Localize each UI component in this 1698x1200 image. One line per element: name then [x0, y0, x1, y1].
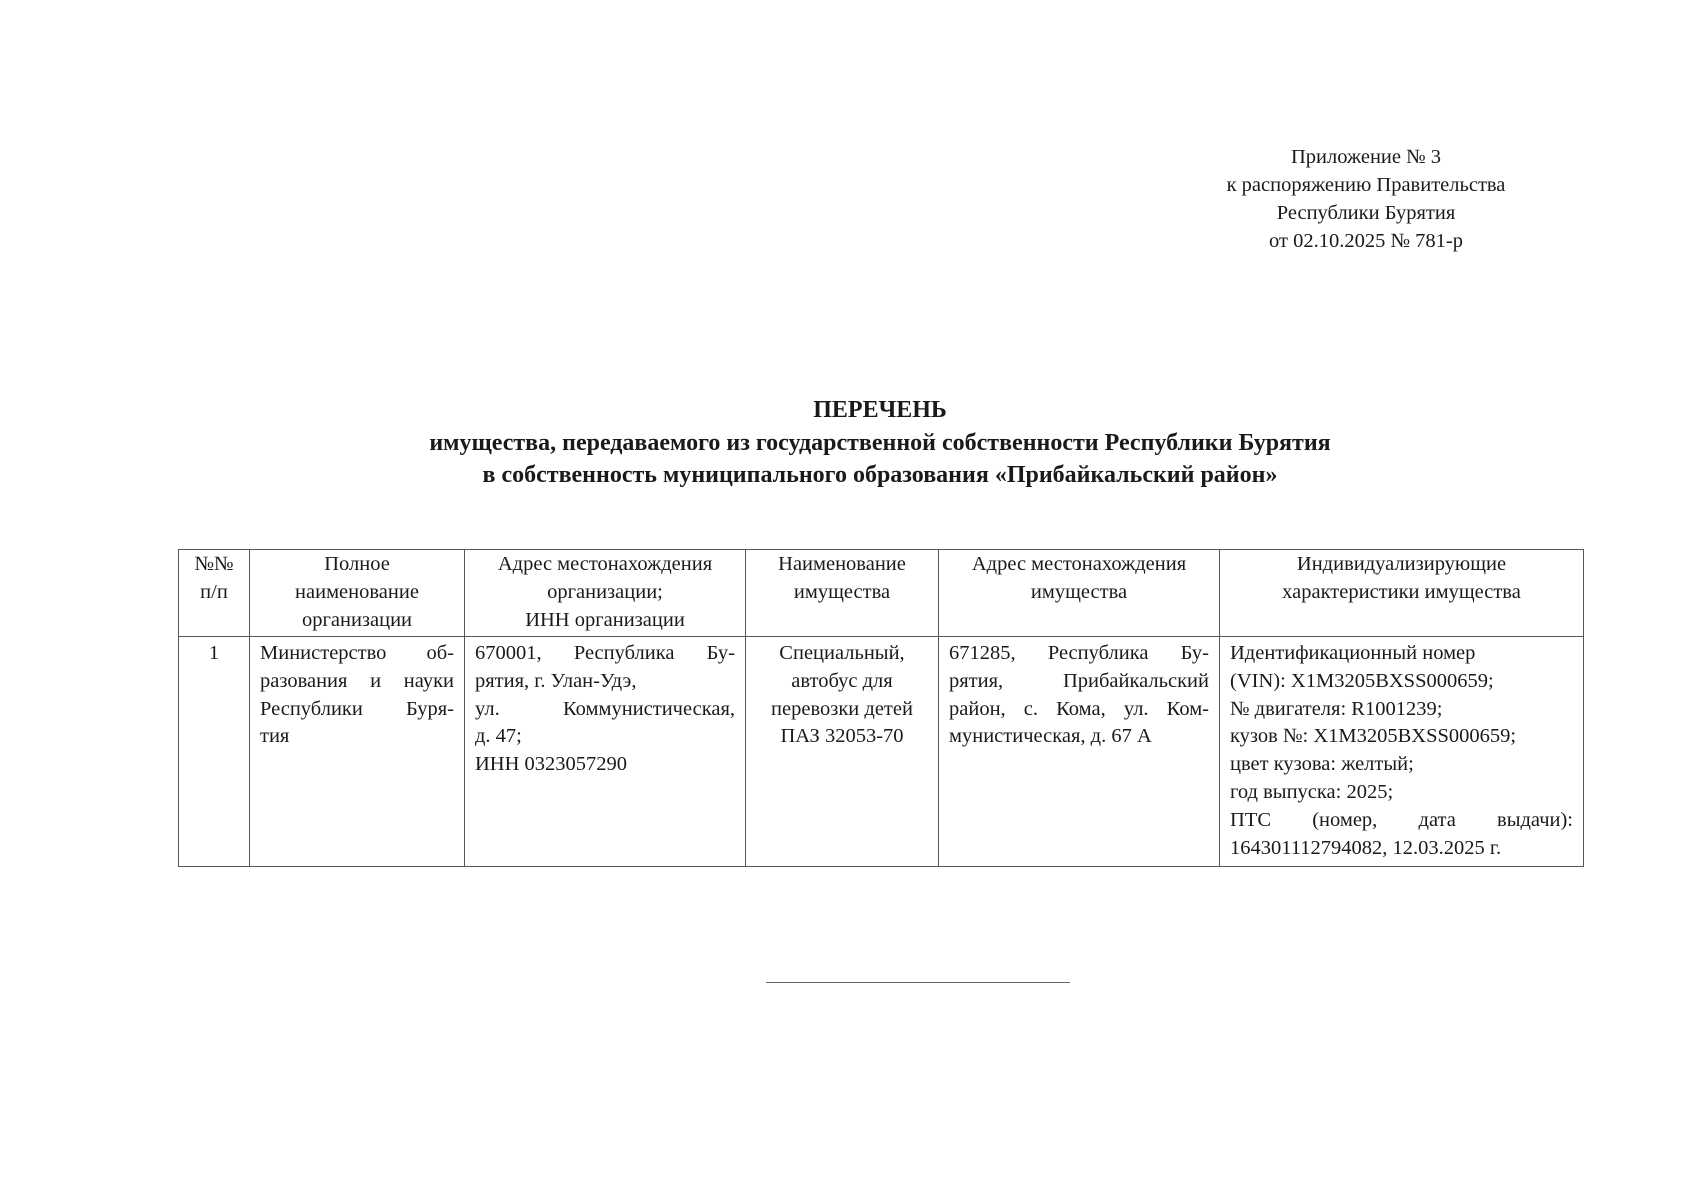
cell-property-address: 671285, Республика Бу- рятия, Прибайкальский район, с. Кома, ул. Ком- мунистическая, д. 67 А: [939, 637, 1220, 867]
header-org-address: Адрес местонахождения организации; ИНН организации: [465, 550, 746, 637]
appendix-line: Приложение № 3: [1290, 146, 1442, 168]
appendix-line: к распоряжению Правительства: [1226, 174, 1506, 196]
header-num: №№ п/п: [179, 550, 250, 637]
document-title: ПЕРЕЧЕНЬ: [813, 397, 947, 423]
cell-num: 1: [179, 637, 250, 867]
appendix-line: Республики Бурятия: [1276, 202, 1456, 224]
header-property-address: Адрес местонахождения имущества: [939, 550, 1220, 637]
header-org-name: Полное наименование организации: [250, 550, 465, 637]
cell-characteristics: Идентификационный номер (VIN): X1M3205BXSS000659; № двигателя: R1001239; кузов №: X1M3205BXSS000659; цвет кузова: желтый; год выпуска: 2025; ПТС (номер, дата выдачи): 164301112794082, 12.03.2025 г.: [1220, 637, 1584, 867]
table-header-row: [179, 550, 1584, 637]
document-heading: [0, 394, 1698, 492]
appendix-block: [1196, 143, 1536, 255]
property-table: [178, 549, 1584, 867]
header-property-name: Наименование имущества: [746, 550, 939, 637]
document-subtitle-line: в собственность муниципального образования «Прибайкальский район»: [482, 462, 1278, 488]
header-characteristics: Индивидуализирующие характеристики имущества: [1220, 550, 1584, 637]
cell-property-name: Специальный, автобус для перевозки детей ПАЗ 32053-70: [746, 637, 939, 867]
cell-org-name: Министерство об- разования и науки Республики Буря- тия: [250, 637, 465, 867]
document-subtitle-line: имущества, передаваемого из государственной собственности Республики Бурятия: [429, 429, 1331, 456]
cell-org-address: 670001, Республика Бу- рятия, г. Улан-Удэ, ул. Коммунистическая, д. 47; ИНН 0323057290: [465, 637, 746, 867]
appendix-line: от 02.10.2025 № 781-р: [1269, 230, 1463, 252]
closing-rule: [766, 982, 1070, 983]
table-row: [179, 637, 1584, 867]
